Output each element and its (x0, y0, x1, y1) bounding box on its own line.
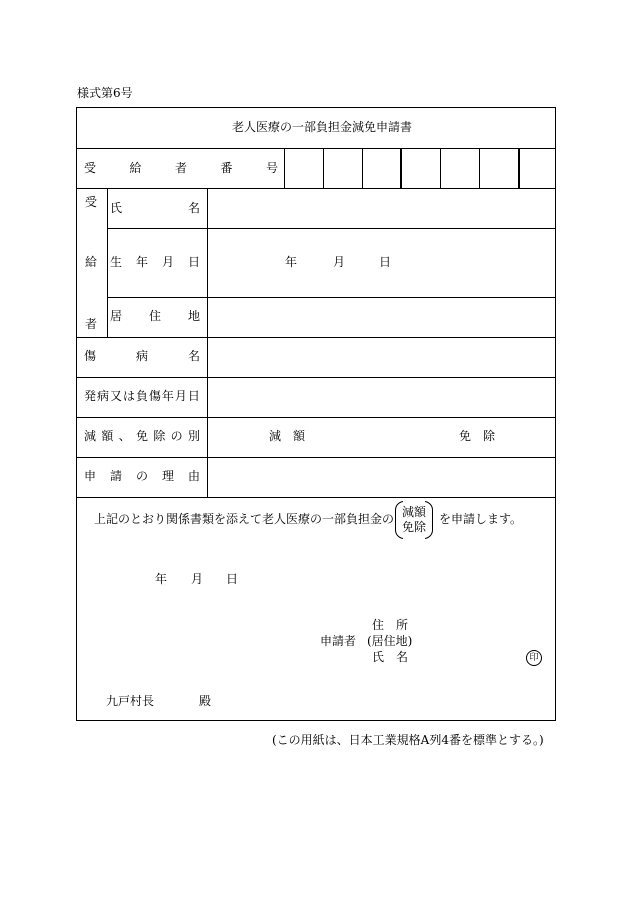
disease-field[interactable] (208, 337, 555, 375)
recipient-group-char-3: 者 (85, 317, 98, 331)
seal-mark: 印 (526, 650, 542, 666)
statement-option-exempt: 免除 (402, 520, 427, 534)
recipient-number-label-char: 者 (174, 161, 187, 175)
recipient-number-label-char: 受 (84, 161, 97, 175)
name-label-char: 氏 (110, 201, 123, 215)
onset-label-char: 年 (161, 389, 174, 403)
address-label-char: 住 (148, 309, 161, 323)
onset-label-char: 傷 (148, 389, 161, 403)
statement-suffix: を申請します。 (439, 512, 523, 526)
recipient-number-label-char: 給 (129, 161, 142, 175)
recipient-number-label (84, 161, 278, 175)
recipient-number-digit-6[interactable] (479, 148, 517, 187)
type-label-char: 、 (118, 429, 131, 443)
date-day-unit: 日 (226, 572, 239, 586)
name-field[interactable] (208, 189, 555, 228)
name-label-char: 名 (187, 201, 200, 215)
onset-label-char: 負 (135, 389, 148, 403)
reason-field[interactable] (208, 457, 555, 495)
applicant-residence-label: (居住地) (367, 634, 413, 648)
recipient-group-char-1: 受 (85, 195, 98, 209)
onset-label-char: 月 (174, 389, 187, 403)
name-label (110, 201, 200, 215)
applicant-name-label: 氏 名 (372, 650, 409, 664)
type-label-char: 別 (187, 429, 200, 443)
recipient-number-digit-1[interactable] (284, 148, 322, 187)
onset-label-char: 病 (96, 389, 109, 403)
type-option-reduce[interactable]: 減 額 (269, 429, 306, 443)
onset-label (84, 389, 200, 403)
date-year-unit: 年 (155, 572, 168, 586)
recipient-group-char-2: 給 (85, 255, 98, 269)
applicant-label: 申請者 (320, 634, 357, 648)
reason-label-char: 理 (161, 469, 174, 483)
onset-label-char: は (122, 389, 135, 403)
birthdate-label-char: 日 (187, 255, 200, 269)
birthdate-field[interactable] (208, 229, 555, 295)
recipient-number-digit-7[interactable] (518, 148, 555, 187)
honorific: 殿 (199, 694, 212, 708)
birthdate-label-char: 月 (161, 255, 174, 269)
birth-day-unit: 日 (379, 255, 392, 269)
reason-label-char: 由 (187, 469, 200, 483)
disease-label-char: 名 (187, 349, 200, 363)
applicant-address-label: 住 所 (372, 618, 409, 632)
birth-month-unit: 月 (333, 255, 346, 269)
onset-label-char: 発 (84, 389, 97, 403)
recipient-number-digit-4[interactable] (401, 148, 439, 187)
type-option-exempt[interactable]: 免 除 (459, 429, 496, 443)
recipient-number-digit-2[interactable] (323, 148, 361, 187)
birthdate-label-char: 生 (110, 255, 123, 269)
type-label-char: 額 (101, 429, 114, 443)
address-field[interactable] (208, 297, 555, 335)
type-label-char: 免 (135, 429, 148, 443)
form-title: 老人医療の一部負担金減免申請書 (232, 120, 413, 134)
disease-label-char: 傷 (84, 349, 97, 363)
date-month-unit: 月 (191, 572, 204, 586)
recipient-number-label-char: 番 (220, 161, 233, 175)
disease-label (84, 349, 200, 363)
recipient-number-label-char: 号 (265, 161, 278, 175)
reason-label-char: 申 (84, 469, 97, 483)
type-label-char: の (170, 429, 183, 443)
address-label (110, 309, 200, 323)
type-label-char: 除 (153, 429, 166, 443)
footnote: (この用紙は、日本工業規格A列4番を標準とする。) (272, 733, 544, 747)
statement-option-reduce: 減額 (402, 505, 427, 519)
onset-label-char: 又 (109, 389, 122, 403)
onset-label-char: 日 (187, 389, 200, 403)
onset-field[interactable] (208, 377, 555, 415)
address-label-char: 居 (110, 309, 123, 323)
disease-label-char: 病 (135, 349, 148, 363)
recipient-number-digit-5[interactable] (440, 148, 478, 187)
statement-prefix: 上記のとおり関係書類を添えて老人医療の一部負担金の (94, 512, 395, 526)
birthdate-label (110, 255, 200, 269)
form-number: 様式第6号 (77, 86, 133, 100)
type-label-char: 減 (84, 429, 97, 443)
type-label (84, 429, 200, 443)
birthdate-label-char: 年 (135, 255, 148, 269)
reason-label-char: の (135, 469, 148, 483)
recipient-number-digit-3[interactable] (362, 148, 400, 187)
address-label-char: 地 (187, 309, 200, 323)
reason-label-char: 請 (109, 469, 122, 483)
reason-label (84, 469, 200, 483)
addressee: 九戸村長 (106, 694, 155, 708)
birth-year-unit: 年 (285, 255, 298, 269)
